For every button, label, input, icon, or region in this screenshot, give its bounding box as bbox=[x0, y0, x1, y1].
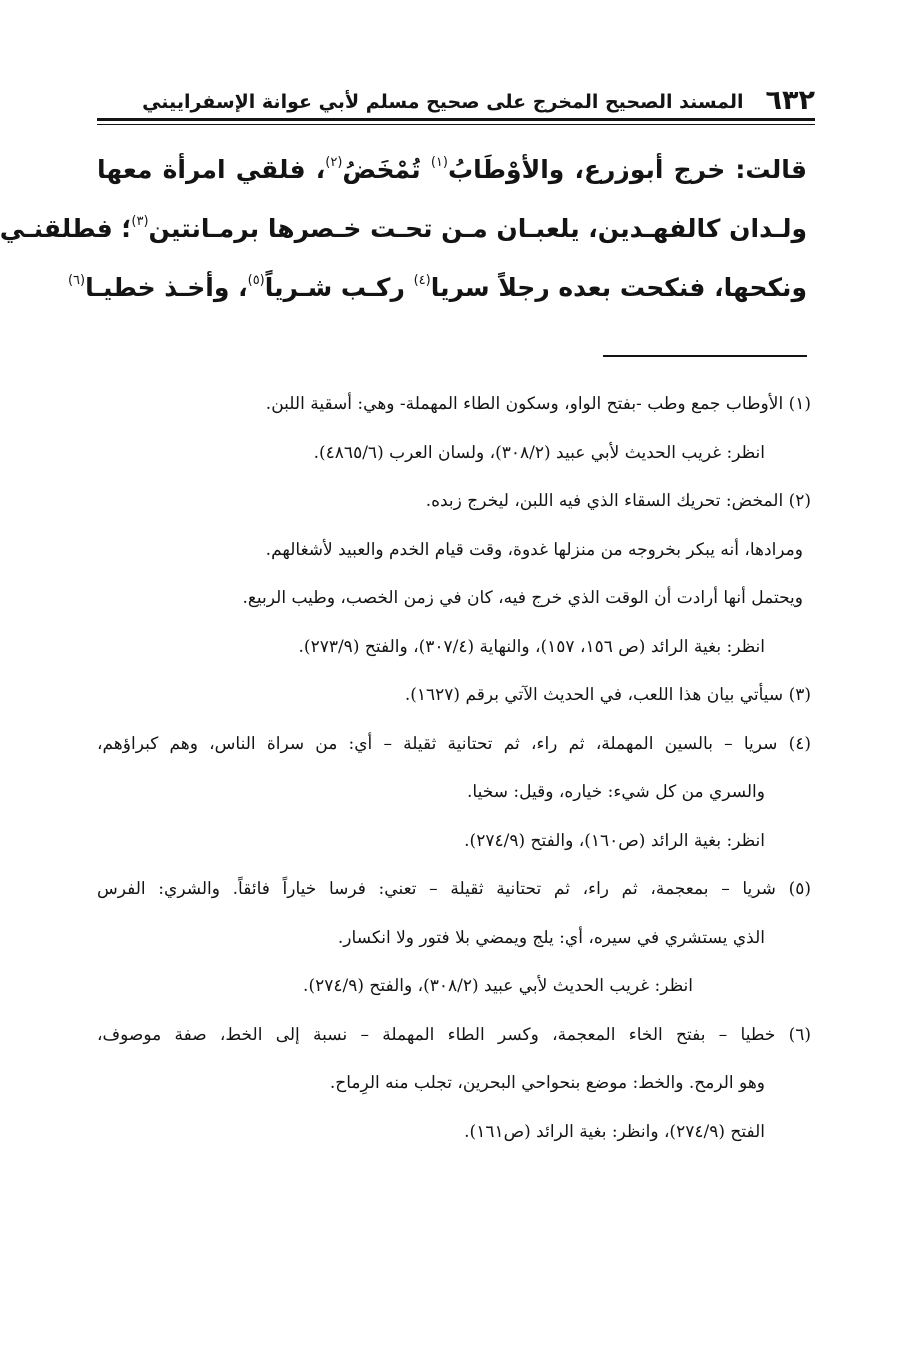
page-number: ٦٣٢ bbox=[765, 85, 815, 116]
hadith-text-segment: ولـدان كالفهـدين، يلعبـان مـن تحـت خـصرها برمـانتين bbox=[148, 214, 807, 243]
footnote-marker: (١) bbox=[430, 155, 448, 170]
footnote-line: انظر: بغية الرائد (ص١٦٠)، والفتح (٢٧٤/٩). bbox=[464, 830, 765, 851]
hadith-text-segment: ؛ فطلقنـي bbox=[0, 214, 132, 243]
footnote-line: انظر: غريب الحديث لأبي عبيد (٣٠٨/٢)، ولسان العرب (٤٨٦٥/٦). bbox=[313, 442, 765, 463]
hadith-text-segment: ونكحها، فنكحت بعده رجلاً سريا bbox=[430, 273, 807, 302]
footnote-line: (٥) شريا – بمعجمة، ثم راء، ثم تحتانية ثقيلة – تعني: فرسا خياراً فائقاً. والشري: الفرس bbox=[97, 879, 811, 899]
running-title: المسند الصحيح المخرج على صحيح مسلم لأبي عوانة الإسفراييني bbox=[142, 91, 744, 113]
footnote-line: انظر: غريب الحديث لأبي عبيد (٣٠٨/٢)، والفتح (٢٧٤/٩). bbox=[303, 976, 693, 996]
footnote-line: (١) الأوطاب جمع وطب -بفتح الواو، وسكون الطاء المهملة- وهي: أسقية اللبن. bbox=[265, 394, 811, 414]
footnote-marker: (٥) bbox=[247, 273, 265, 288]
footnote-marker: (٤) bbox=[413, 273, 431, 288]
hadith-text-segment: ، فلقي امرأة معها bbox=[97, 155, 326, 184]
running-header bbox=[97, 82, 815, 116]
footnote-marker: (٦) bbox=[67, 273, 86, 288]
hadith-line bbox=[97, 140, 807, 199]
hadith-text bbox=[0, 140, 807, 317]
footnote-marker: (٢) bbox=[325, 155, 343, 170]
hadith-text-segment: تُمْخَضُ bbox=[342, 155, 431, 184]
footnote-line: وهو الرمح. والخط: موضع بنحواحي البحرين، تجلب منه الرِماح. bbox=[329, 1073, 765, 1093]
footnote-separator bbox=[603, 355, 807, 357]
footnote-line: (٢) المخض: تحريك السقاء الذي فيه اللبن، ليخرج زبده. bbox=[425, 491, 811, 511]
footnote-line: الفتح (٢٧٤/٩)، وانظر: بغية الرائد (ص١٦١). bbox=[464, 1121, 765, 1142]
footnote-line: (٦) خطيا – بفتح الخاء المعجمة، وكسر الطاء المهملة – نسبة إلى الخط، صفة موصوف، bbox=[97, 1024, 811, 1045]
footnote-line: والسري من كل شيء: خياره، وقيل: سخيا. bbox=[467, 782, 765, 802]
header-rule-thin bbox=[97, 124, 815, 125]
footnote-line: الذي يستشري في سيره، أي: يلج ويمضي بلا فتور ولا انكسار. bbox=[337, 927, 765, 948]
hadith-line bbox=[0, 199, 807, 258]
footnote-marker: (٣) bbox=[131, 214, 149, 229]
hadith-text-segment: ، وأخـذ خطيـا bbox=[85, 273, 248, 302]
footnote-line: انظر: بغية الرائد (ص ١٥٦، ١٥٧)، والنهاية (٣٠٧/٤)، والفتح (٢٧٣/٩). bbox=[298, 636, 765, 657]
footnote-line: ويحتمل أنها أرادت أن الوقت الذي خرج فيه، كان في زمن الخصب، وطيب الربيع. bbox=[242, 588, 803, 608]
footnote-line: (٣) سيأتي بيان هذا اللعب، في الحديث الآتي برقم (١٦٢٧). bbox=[404, 685, 811, 705]
hadith-text-segment: ركـب شـرياً bbox=[264, 273, 414, 302]
header-rule-thick bbox=[97, 118, 815, 121]
hadith-line bbox=[67, 258, 807, 317]
footnote-line: (٤) سريا – بالسين المهملة، ثم راء، ثم تحتانية ثقيلة – أي: من سراة الناس، وهم كبراؤهم، bbox=[97, 733, 811, 754]
footnotes bbox=[97, 380, 811, 1156]
hadith-text-segment: قالت: خرج أبوزرع، والأوْطَابُ bbox=[447, 155, 807, 184]
footnote-line: ومرادها، أنه يبكر بخروجه من منزلها غدوة، وقت قيام الخدم والعبيد لأشغالهم. bbox=[265, 539, 803, 560]
